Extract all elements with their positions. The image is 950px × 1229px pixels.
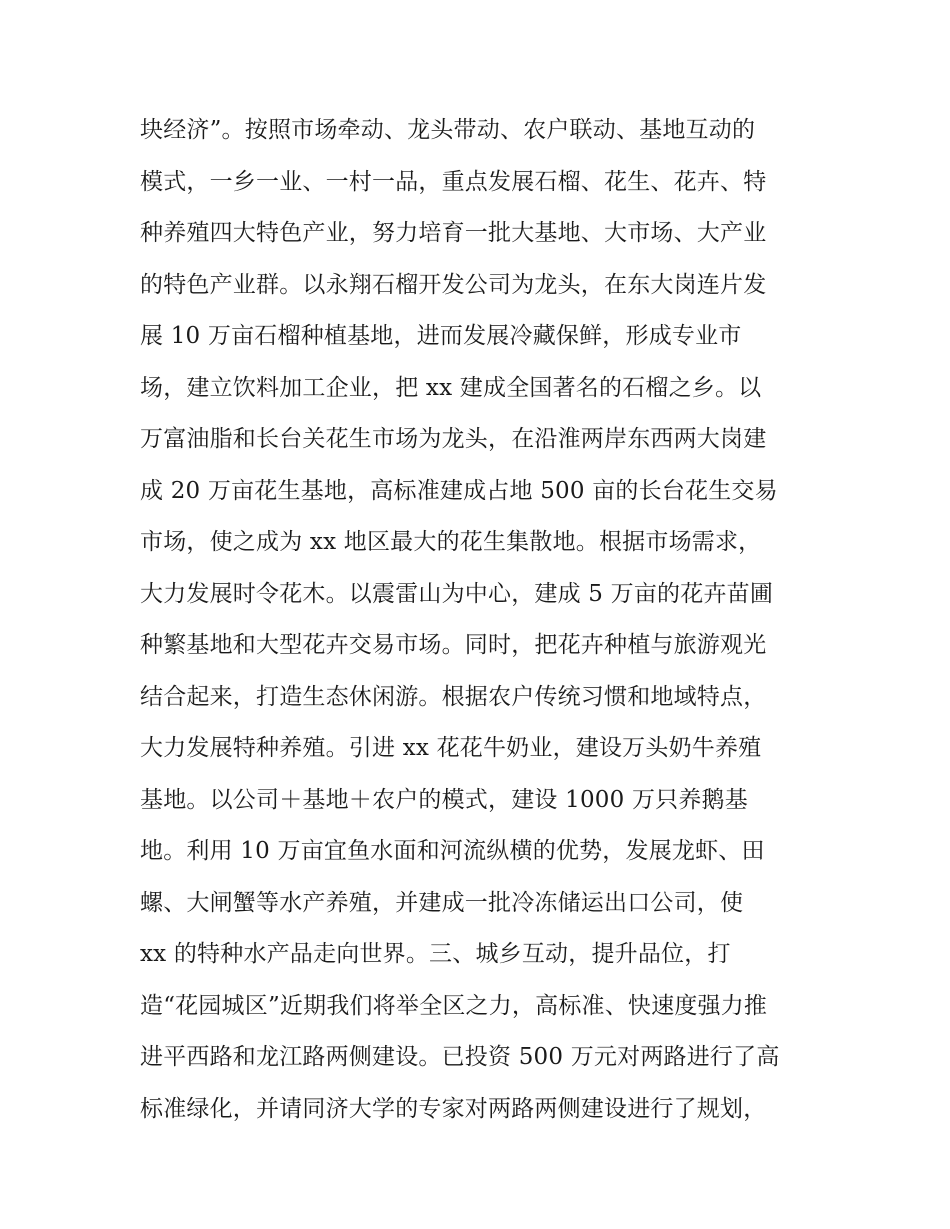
text-line: 大力发展时令花木。以震雷山为中心，建成 5 万亩的花卉苗圃 bbox=[140, 580, 774, 607]
text-line: xx 的特种水产品走向世界。三、城乡互动，提升品位，打 bbox=[140, 941, 731, 967]
text-line: 万富油脂和长台关花生市场为龙头，在沿淮两岸东西两大岗建 bbox=[140, 426, 767, 452]
text-line: 螺、大闸蟹等水产养殖，并建成一批冷冻储运出口公司，使 bbox=[140, 889, 744, 916]
text-line: 场，建立饮料加工企业，把 xx 建成全国著名的石榴之乡。以 bbox=[140, 374, 762, 401]
text-line: 种繁基地和大型花卉交易市场。同时，把花卉种植与旅游观光 bbox=[140, 632, 767, 658]
text-line: 结合起来，打造生态休闲游。根据农户传统习惯和地域特点， bbox=[140, 683, 767, 710]
text-line: 市场，使之成为 xx 地区最大的花生集散地。根据市场需求， bbox=[140, 529, 762, 555]
text-line: 模式，一乡一业、一村一品，重点发展石榴、花生、花卉、特 bbox=[140, 168, 767, 195]
text-line: 块经济”。按照市场牵动、龙头带动、农户联动、基地互动的 bbox=[140, 117, 756, 143]
text-line: 成 20 万亩花生基地，高标准建成占地 500 亩的长台花生交易 bbox=[140, 477, 778, 504]
text-line: 种养殖四大特色产业，努力培育一批大基地、大市场、大产业 bbox=[140, 220, 767, 246]
text-line: 的特色产业群。以永翔石榴开发公司为龙头，在东大岗连片发 bbox=[140, 271, 767, 298]
text-line: 进平西路和龙江路两侧建设。已投资 500 万元对两路进行了高 bbox=[140, 1044, 780, 1070]
text-line: 大力发展特种养殖。引进 xx 花花牛奶业，建设万头奶牛养殖 bbox=[140, 735, 762, 761]
text-line: 地。利用 10 万亩宜鱼水面和河流纵横的优势，发展龙虾、田 bbox=[140, 838, 765, 864]
body-text bbox=[140, 108, 830, 1138]
text-line: 标准绿化，并请同济大学的专家对两路两侧建设进行了规划， bbox=[140, 1095, 767, 1122]
text-line: 基地。以公司＋基地＋农户的模式，建设 1000 万只养鹅基 bbox=[140, 786, 748, 813]
text-line: 展 10 万亩石榴种植基地，进而发展冷藏保鲜，形成专业市 bbox=[140, 323, 742, 349]
text-line: 造“花园城区”近期我们将举全区之力，高标准、快速度强力推 bbox=[140, 992, 768, 1019]
